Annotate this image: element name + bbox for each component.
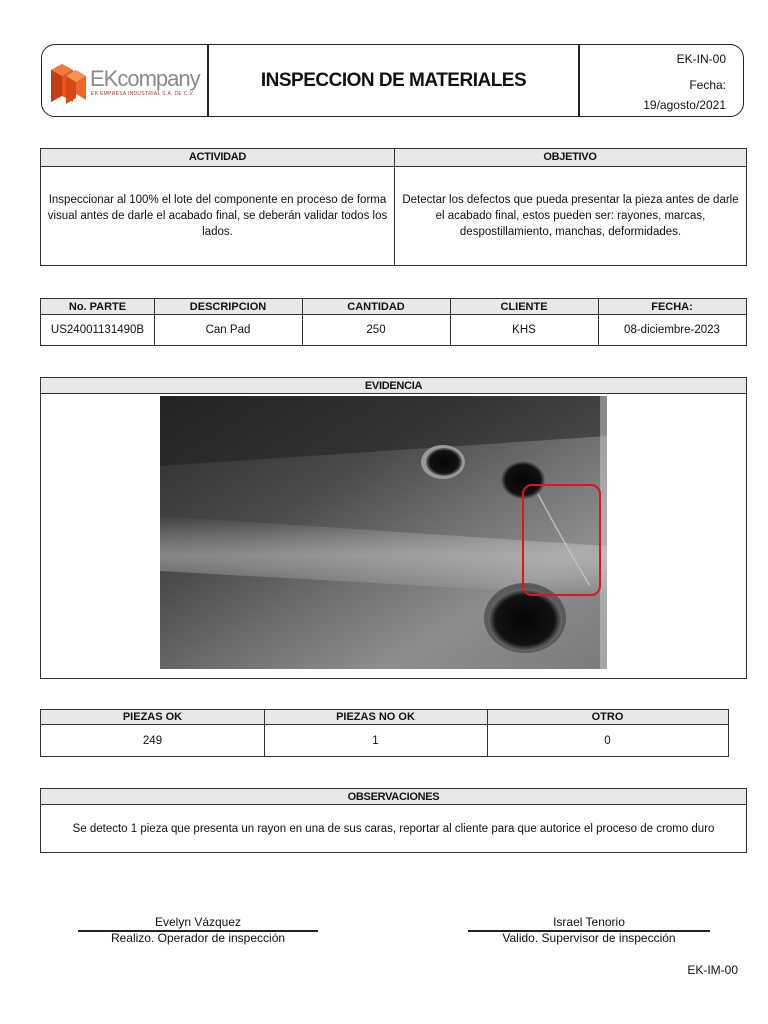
evidence-header: EVIDENCIA bbox=[41, 378, 746, 394]
page-title: INSPECCION DE MATERIALES bbox=[260, 69, 527, 91]
signature-name-performed: Evelyn Vázquez bbox=[154, 915, 242, 929]
document-code: EK-IN-00 bbox=[676, 52, 726, 66]
description-value: Can Pad bbox=[205, 324, 251, 336]
part-number-value: US24001131490B bbox=[50, 324, 145, 336]
col-header-quantity: CANTIDAD bbox=[347, 301, 405, 313]
activity-table bbox=[40, 148, 747, 266]
observations-header: OBSERVACIONES bbox=[41, 789, 746, 805]
date-value-cell: 08-diciembre-2023 bbox=[624, 324, 720, 336]
header-meta bbox=[580, 44, 740, 117]
part-table bbox=[40, 298, 747, 346]
logo-cubes-icon bbox=[48, 56, 90, 104]
logo-text: EKcompany bbox=[90, 66, 200, 91]
company-logo bbox=[48, 56, 198, 104]
col-header-part-number: No. PARTE bbox=[68, 301, 127, 313]
date-value: 19/agosto/2021 bbox=[643, 98, 726, 112]
col-header-pieces-ok: PIEZAS OK bbox=[122, 711, 183, 723]
date-label: Fecha: bbox=[689, 78, 726, 92]
footer-document-code: EK-IM-00 bbox=[687, 963, 738, 977]
client-value: KHS bbox=[512, 324, 536, 336]
observations-text: Se detecto 1 pieza que presenta un rayon en una de sus caras, reportar al cliente para que autorice el proceso de cromo duro bbox=[72, 822, 715, 835]
actividad-text: Inspeccionar al 100% el lote del componente en proceso de forma visual antes de darle el acabado final, se deberán validar todos los lados. bbox=[47, 194, 388, 238]
pieces-not-ok-value: 1 bbox=[372, 734, 379, 747]
other-value: 0 bbox=[604, 734, 611, 747]
counts-table bbox=[40, 709, 729, 757]
observations-section bbox=[40, 788, 747, 853]
actividad-header: ACTIVIDAD bbox=[41, 149, 394, 167]
logo-tagline: EK EMPRESA INDUSTRIAL S.A. DE C.V. bbox=[91, 91, 195, 97]
signature-role-validated: Valido. Supervisor de inspección bbox=[502, 931, 676, 945]
signature-role-performed: Realizo. Operador de inspección bbox=[110, 931, 286, 945]
pieces-ok-value: 249 bbox=[142, 734, 163, 747]
defect-highlight-box bbox=[522, 484, 601, 596]
col-header-pieces-not-ok: PIEZAS NO OK bbox=[336, 711, 415, 723]
col-header-date: FECHA: bbox=[651, 301, 693, 313]
objetivo-header: OBJETIVO bbox=[394, 149, 746, 167]
objetivo-text: Detectar los defectos que pueda presentar la pieza antes de darle el acabado final, estos pueden ser: rayones, marcas, despostillamiento, manchas, deformidades. bbox=[402, 194, 739, 238]
col-header-other: OTRO bbox=[591, 711, 624, 723]
signature-name-validated: Israel Tenorio bbox=[553, 915, 625, 929]
col-header-client: CLIENTE bbox=[500, 301, 548, 313]
col-header-description: DESCRIPCION bbox=[189, 301, 267, 313]
quantity-value: 250 bbox=[366, 324, 386, 336]
